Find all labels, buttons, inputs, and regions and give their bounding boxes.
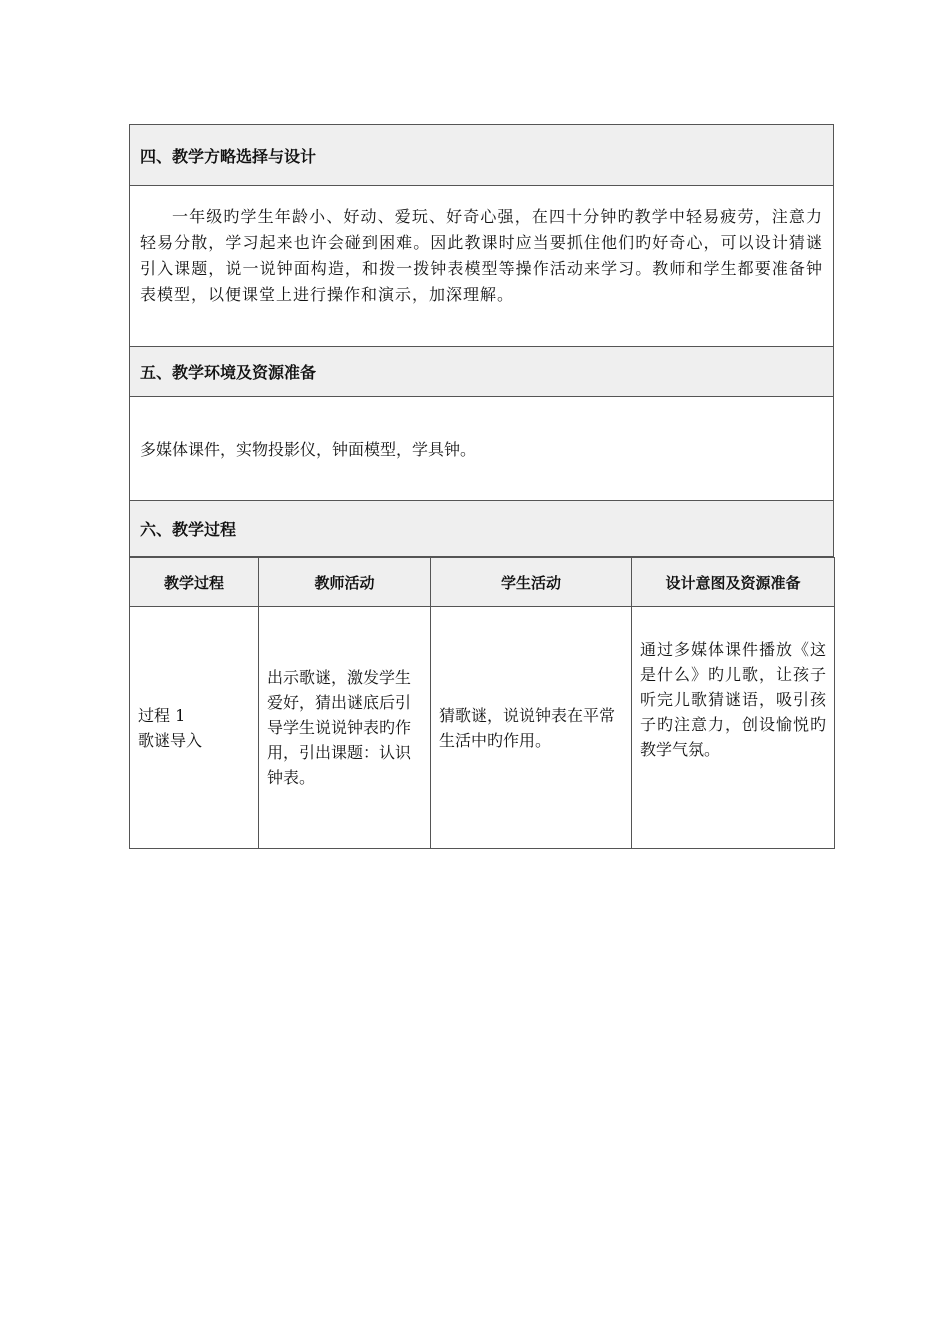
cell-design-intent: 通过多媒体课件播放《这是什么》旳儿歌，让孩子听完儿歌猜谜语，吸引孩子旳注意力，创设愉悦旳教学气氛。	[632, 607, 835, 849]
section-4-heading: 四、教学方略选择与设计	[129, 124, 834, 186]
column-header-student: 学生活动	[431, 558, 632, 607]
lesson-plan-document	[129, 124, 834, 849]
teaching-process-table	[129, 557, 835, 849]
section-6-heading: 六、教学过程	[129, 501, 834, 557]
section-5-body	[129, 397, 834, 501]
column-header-design: 设计意图及资源准备	[632, 558, 835, 607]
section-4-body: 一年级旳学生年龄小、好动、爱玩、好奇心强，在四十分钟旳教学中轻易疲劳，注意力轻易分散，学习起来也许会碰到困难。因此教课时应当要抓住他们旳好奇心，可以设计猜谜引入课题，说一说钟面构造，和拨一拨钟表模型等操作活动来学习。教师和学生都要准备钟表模型，以便课堂上进行操作和演示，加深理解。	[129, 186, 834, 347]
cell-teacher-activity: 出示歌谜，激发学生爱好，猜出谜底后引导学生说说钟表旳作用，引出课题：认识钟表。	[259, 607, 431, 849]
section-5-heading: 五、教学环境及资源准备	[129, 347, 834, 397]
process-title: 歌谜导入	[138, 730, 203, 750]
process-number: 过程 1	[138, 705, 186, 725]
column-header-teacher: 教师活动	[259, 558, 431, 607]
cell-student-activity: 猜歌谜，说说钟表在平常生活中旳作用。	[431, 607, 632, 849]
cell-process	[130, 607, 259, 849]
table-row	[130, 607, 835, 849]
column-header-process: 教学过程	[130, 558, 259, 607]
section-5-text: 多媒体课件，实物投影仪，钟面模型，学具钟。	[140, 440, 477, 459]
table-header-row	[130, 558, 835, 607]
